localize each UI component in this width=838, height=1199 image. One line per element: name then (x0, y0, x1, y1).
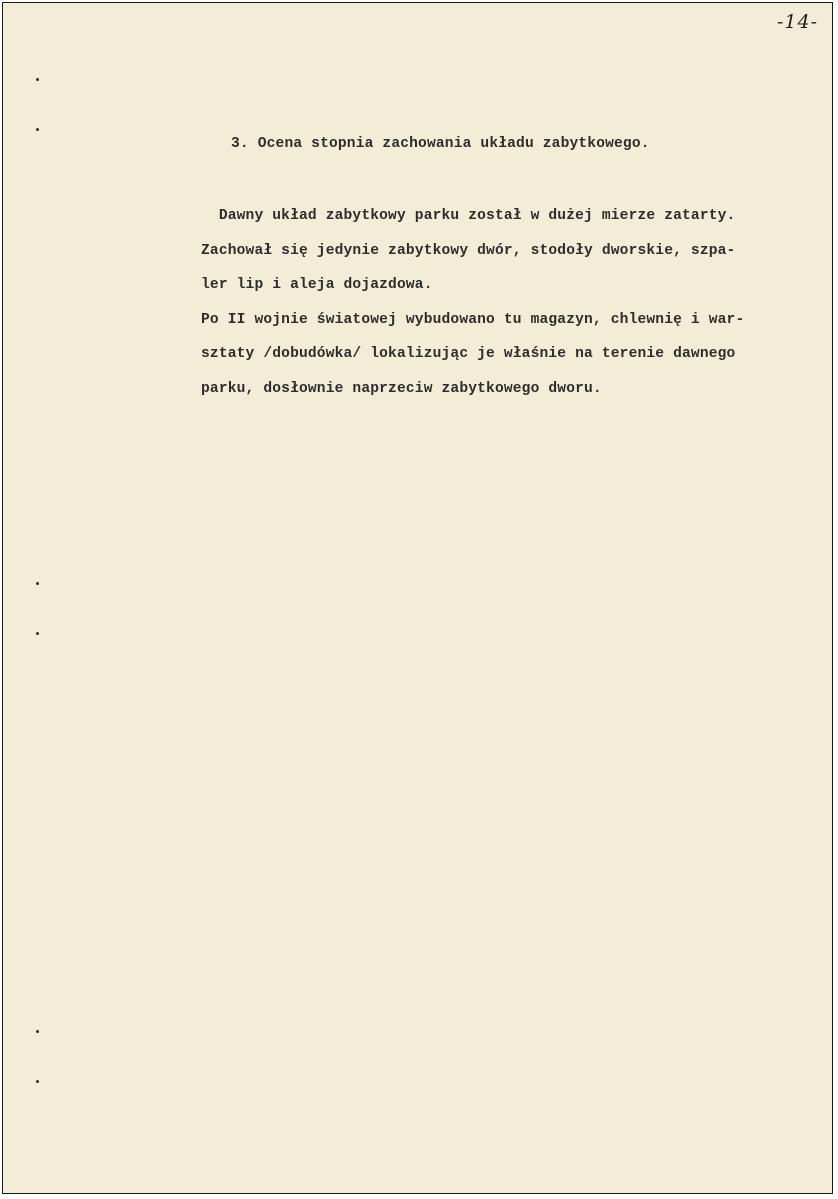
body-line: parku, dosłownie naprzeciw zabytkowego dworu. (201, 380, 602, 397)
section-body (201, 205, 744, 412)
margin-dot (36, 1080, 39, 1083)
margin-dot (36, 78, 39, 81)
margin-dot (36, 128, 39, 131)
body-line: Dawny układ zabytkowy parku został w dużej mierze zatarty. (201, 208, 736, 224)
margin-dot (36, 632, 39, 635)
body-line: Po II wojnie światowej wybudowano tu magazyn, chlewnię i war- (201, 311, 745, 328)
section-heading: 3. Ocena stopnia zachowania układu zabytkowego. (231, 136, 650, 152)
body-line: ler lip i aleja dojazdowa. (201, 277, 433, 293)
margin-dot (36, 582, 39, 585)
body-line: sztaty /dobudówka/ lokalizując je właśnie na terenie dawnego (201, 346, 736, 362)
margin-dot (36, 1030, 39, 1033)
document-page (2, 2, 833, 1194)
page-number: -14- (776, 11, 818, 33)
body-line: Zachował się jedynie zabytkowy dwór, stodoły dworskie, szpa- (201, 242, 736, 259)
